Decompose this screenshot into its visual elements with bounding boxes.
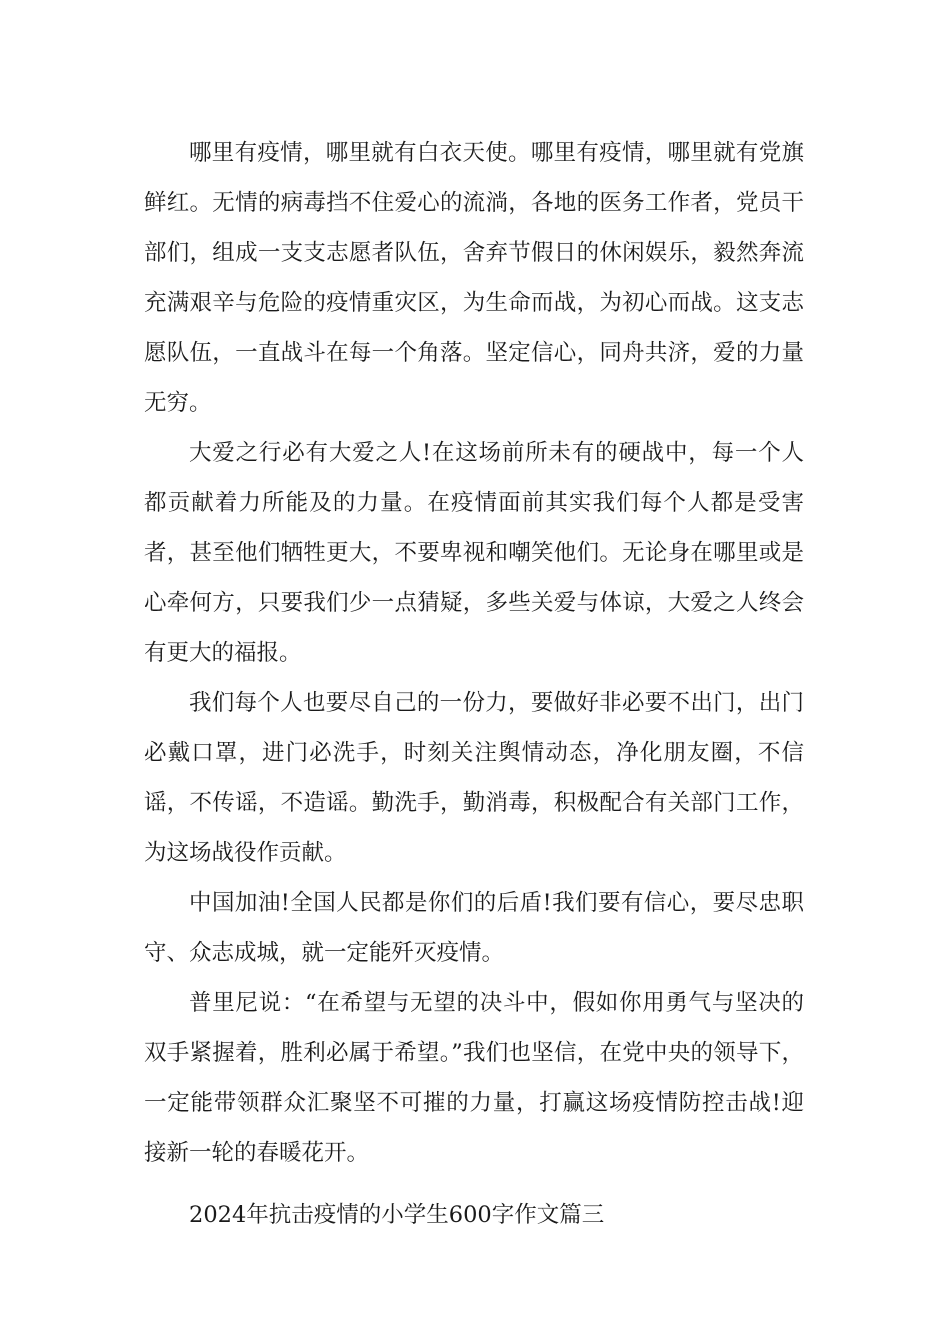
paragraph-5: 普里尼说：“在希望与无望的决斗中，假如你用勇气与坚决的双手紧握着，胜利必属于希望。”我们也坚信，在党中央的领导下，一定能带领群众汇聚坚不可摧的力量，打赢这场疫情防控击战!迎接新一轮的春暖花开。 (144, 990, 804, 1166)
paragraph-2: 大爱之行必有大爱之人!在这场前所未有的硬战中，每一个人都贡献着力所能及的力量。在疫情面前其实我们每个人都是受害者，甚至他们牺牲更大，不要卑视和嘲笑他们。无论身在哪里或是心牵何方，只要我们少一点猜疑，多些关爱与体谅，大爱之人终会有更大的福报。 (144, 440, 804, 666)
paragraph-4: 中国加油!全国人民都是你们的后盾!我们要有信心，要尽忠职守、众志成城，就一定能歼灭疫情。 (144, 890, 804, 966)
paragraph-3: 我们每个人也要尽自己的一份力，要做好非必要不出门，出门必戴口罩，进门必洗手，时刻关注舆情动态，净化朋友圈，不信谣，不传谣，不造谣。勤洗手，勤消毒，积极配合有关部门工作，为这场战役作贡献。 (144, 690, 804, 866)
document-body (144, 128, 804, 1240)
section-heading: 2024年抗击疫情的小学生600字作文篇三 (189, 1202, 605, 1228)
paragraph-1: 哪里有疫情，哪里就有白衣天使。哪里有疫情，哪里就有党旗鲜红。无情的病毒挡不住爱心的流淌，各地的医务工作者，党员干部们，组成一支支志愿者队伍，舍弃节假日的休闲娱乐，毅然奔流充满艰辛与危险的疫情重灾区，为生命而战，为初心而战。这支志愿队伍，一直战斗在每一个角落。坚定信心，同舟共济，爱的力量无穷。 (144, 140, 804, 416)
